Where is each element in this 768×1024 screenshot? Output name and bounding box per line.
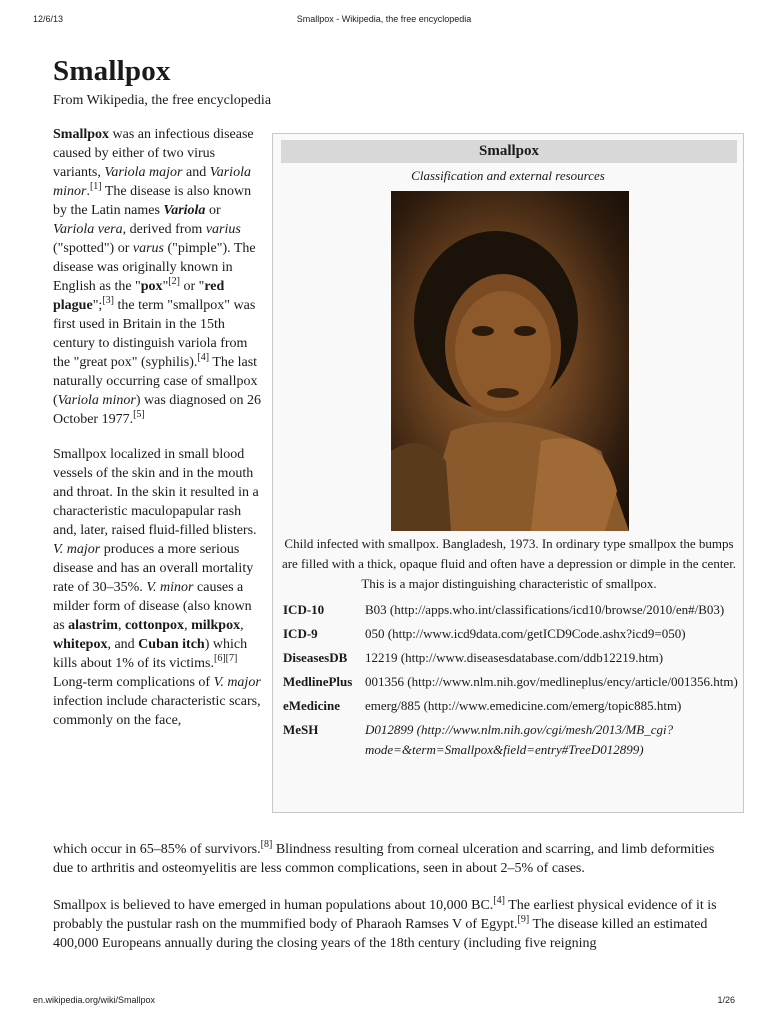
text: , (117, 618, 125, 633)
symptoms-paragraph (53, 445, 265, 730)
term-v-major: V. major (213, 675, 261, 690)
print-title: Smallpox - Wikipedia, the free encyclopedia (296, 14, 472, 24)
link-variola-major[interactable]: Variola major (104, 165, 183, 180)
text: . (86, 184, 90, 199)
text: ) was diagnosed on 26 October 1977. (53, 393, 262, 427)
link-variola-minor[interactable]: Variola minor (53, 165, 251, 199)
term-smallpox: Smallpox (53, 127, 110, 142)
term-varus: varus (132, 241, 164, 256)
row-value-link[interactable]: 050 (http://www.icd9data.com/getICD9Code.ashx?icd9=050) (365, 626, 686, 641)
text: "; (92, 298, 103, 313)
row-value-link[interactable]: D012899 (http://www.nlm.nih.gov/cgi/mesh/2013/MB_cgi?mode=&term=Smallpox&field=entry#TreeD012899) (365, 722, 674, 757)
row-key: MedlinePlus (283, 674, 353, 689)
term-variola: Variola (163, 203, 206, 218)
infobox-row-emedicine (283, 696, 739, 716)
term-whitepox: whitepox (53, 637, 108, 652)
citation-link[interactable]: [4] (493, 895, 505, 906)
row-key: ICD-9 (283, 626, 318, 641)
text: and (182, 165, 210, 180)
text: Smallpox is believed to have emerged in human populations about 10,000 BC. (53, 898, 494, 913)
citation-link[interactable]: [2] (168, 276, 180, 287)
term-variola-minor: Variola minor (57, 393, 136, 408)
row-value-link[interactable]: 12219 (http://www.diseasesdatabase.com/ddb12219.htm) (365, 650, 664, 665)
text: " (162, 279, 169, 294)
citation-link[interactable]: [1] (89, 181, 102, 192)
infobox-row-icd10 (283, 600, 739, 620)
citation-link[interactable]: [4] (197, 352, 210, 363)
page-title: Smallpox (53, 55, 171, 87)
term-alastrim: alastrim (68, 618, 118, 633)
term-v-minor: V. minor (146, 580, 194, 595)
text: produces a more serious disease and has an overall mortality rate of 30–35%. (53, 542, 254, 595)
citation-link[interactable]: [3] (102, 295, 114, 306)
row-value-link[interactable]: 001356 (http://www.nlm.nih.gov/medlineplus/ency/article/001356.htm) (365, 674, 738, 689)
print-date: 12/6/13 (33, 14, 64, 24)
term-pox: pox (140, 279, 163, 294)
row-key: ICD-10 (283, 602, 325, 617)
text: or " (179, 279, 205, 294)
term-red-plague: red plague (53, 279, 225, 313)
infobox-row-diseasesdb (283, 648, 739, 668)
row-key: MeSH (283, 722, 319, 737)
row-value-link[interactable]: emerg/885 (http://www.emedicine.com/emerg/topic885.htm) (365, 698, 682, 713)
history-paragraph (53, 896, 733, 953)
complications-paragraph (53, 840, 733, 878)
text: was an infectious disease caused by either of two virus variants, (53, 127, 254, 180)
text: which occur in 65–85% of survivors. (53, 842, 261, 857)
text: The disease is also known by the Latin names (53, 184, 252, 218)
text: The disease killed an estimated 400,000 Europeans annually during the closing years of the 18th century (including five reigning (53, 917, 708, 951)
print-page-number: 1/26 (717, 995, 735, 1005)
text: , (240, 618, 244, 633)
text: causes a milder form of disease (also known as (53, 580, 252, 633)
text: The last naturally occurring case of smallpox ( (53, 355, 258, 408)
infobox-row-icd9 (283, 624, 739, 644)
infobox-photo[interactable] (391, 191, 629, 531)
citation-link[interactable]: [8] (260, 839, 273, 850)
text: ("pimple"). The disease was originally known in English as the " (53, 241, 256, 294)
text: infection include characteristic scars, commonly on the face, (53, 694, 261, 728)
text: , (184, 618, 192, 633)
infobox-title: Smallpox (281, 140, 737, 163)
citation-link[interactable]: [6] (214, 653, 226, 664)
text: Smallpox localized in small blood vessels of the skin and in the mouth and throat. In the skin it resulted in a characteristic maculopapular rash and, later, raised fluid-filled blisters. (53, 447, 259, 538)
text: ("spotted") or (53, 241, 133, 256)
term-cottonpox: cottonpox (124, 618, 185, 633)
print-url: en.wikipedia.org/wiki/Smallpox (33, 995, 156, 1005)
text: ) which kills about 1% of its victims. (53, 637, 248, 671)
infobox (272, 133, 744, 813)
row-key: DiseasesDB (283, 650, 348, 665)
infobox-row-medlineplus (283, 672, 739, 692)
citation-link[interactable]: [9] (517, 914, 530, 925)
term-v-major: V. major (53, 542, 101, 557)
intro-paragraph (53, 125, 265, 429)
term-variola-vera: Variola vera (53, 222, 123, 237)
row-value-link[interactable]: B03 (http://apps.who.int/classifications/icd10/browse/2010/en#/B03) (365, 602, 725, 617)
term-varius: varius (205, 222, 241, 237)
infobox-rows (283, 600, 739, 764)
text: , and (107, 637, 139, 652)
text: Blindness resulting from corneal ulceration and scarring, and limb deformities due to arthritis and osteomyelitis are less common complications, seen in about 2–5% of cases. (53, 842, 715, 876)
text: Long-term complications of (53, 675, 214, 690)
row-key: eMedicine (283, 698, 341, 713)
text: the term "smallpox" was first used in Britain in the 15th century to distinguish variola from the "great pox" (syphilis). (53, 298, 256, 370)
term-milkpox: milkpox (191, 618, 241, 633)
text: or (205, 203, 221, 218)
text: , derived from (122, 222, 206, 237)
infobox-subtitle: Classification and external resources (411, 168, 605, 183)
term-cuban-itch: Cuban itch (138, 637, 205, 652)
intro-column (53, 125, 265, 746)
text: The earliest physical evidence of it is probably the pustular rash on the mummified body of Pharaoh Ramses V of Egypt. (53, 898, 717, 932)
infobox-caption: Child infected with smallpox. Bangladesh, 1973. In ordinary type smallpox the bumps are filled with a thick, opaque fluid and often have a depression or dimple in the center. This is a major distinguishing characteristic of smallpox. (281, 536, 737, 591)
citation-link[interactable]: [7] (225, 653, 238, 664)
page-subtitle: From Wikipedia, the free encyclopedia (53, 93, 272, 108)
citation-link[interactable]: [5] (133, 409, 145, 420)
infobox-row-mesh (283, 720, 739, 760)
photo-child-smallpox (391, 191, 629, 531)
